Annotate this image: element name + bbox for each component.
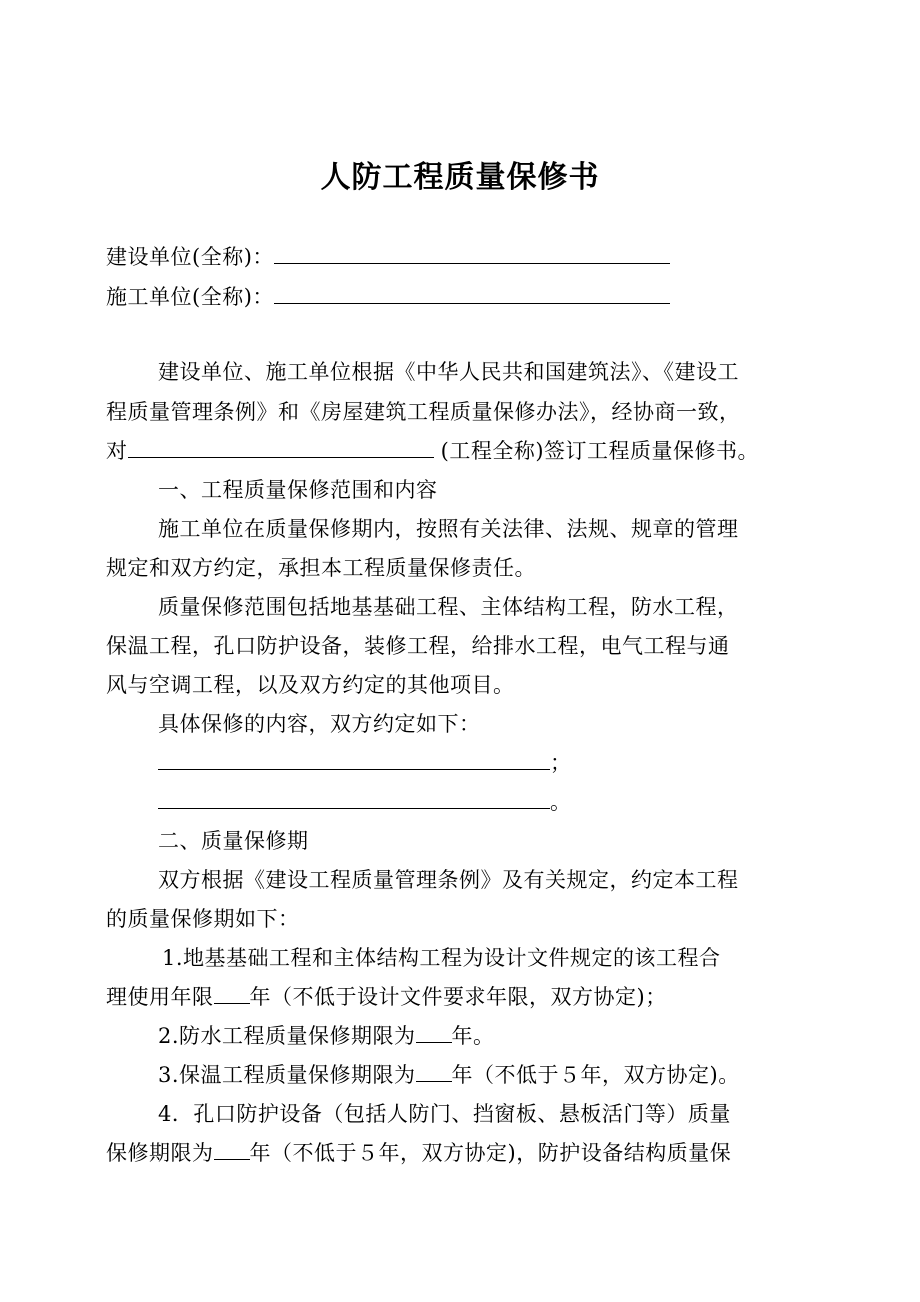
project-name-blank[interactable] [128,437,434,458]
section1-p2-line1: 质量保修范围包括地基基础工程、主体结构工程，防水工程， [158,595,739,619]
section1-p3: 具体保修的内容，双方约定如下： [158,712,481,736]
section2-heading: 二、质量保修期 [158,829,309,853]
section1-p2-line3: 风与空调工程，以及双方约定的其他项目。 [106,673,515,697]
intro-line-1: 建设单位、施工单位根据《中华人民共和国建筑法》、《建设工 [158,360,739,384]
item4-text-b: 年（不低于５年，双方协定)，防护设备结构质量保 [249,1141,732,1165]
content-blank-row-1 [158,748,572,778]
item3-text-a: 3.保温工程质量保修期限为 [158,1063,416,1087]
owner-name-blank[interactable] [274,243,670,264]
owner-label: 建设单位(全称)： [106,245,274,269]
section2-p1-line2: 的质量保修期如下： [106,907,300,931]
item2-text-a: 2.防水工程质量保修期限为 [158,1024,416,1048]
item2-text-b: 年。 [451,1024,495,1048]
section1-p2-line2: 保温工程，孔口防护设备，装修工程，给排水工程，电气工程与通 [106,634,730,658]
section2-p1-line1: 双方根据《建设工程质量管理条例》及有关规定，约定本工程 [158,868,739,892]
item3-line [158,1060,740,1090]
content-blank-2[interactable] [158,788,550,809]
item4-line2 [106,1138,731,1168]
item1-line1: 1.地基基础工程和主体结构工程为设计文件规定的该工程合 [162,946,721,970]
item1-years-blank[interactable] [214,983,250,1004]
section1-p1-line1: 施工单位在质量保修期内，按照有关法律、法规、规章的管理 [158,517,739,541]
owner-field-row [106,242,670,272]
item3-years-blank[interactable] [416,1061,452,1082]
blank2-end: 。 [550,790,572,814]
section1-p1-line2: 规定和双方约定，承担本工程质量保修责任。 [106,556,536,580]
blank1-end: ； [550,751,572,775]
intro-line-3 [106,436,759,466]
item2-years-blank[interactable] [416,1022,452,1043]
item4-line1: 4．孔口防护设备（包括人防门、挡窗板、悬板活门等）质量 [158,1102,731,1126]
item1-text-b: 年（不低于设计文件要求年限，双方协定)； [249,985,667,1009]
intro-prefix: 对 [106,439,128,463]
contractor-label: 施工单位(全称)： [106,285,274,309]
item1-text-a: 理使用年限 [106,985,214,1009]
item3-text-b: 年（不低于５年，双方协定)。 [451,1063,740,1087]
content-blank-1[interactable] [158,749,550,770]
intro-line-2: 程质量管理条例》和《房屋建筑工程质量保修办法》，经协商一致， [106,400,741,424]
item4-years-blank[interactable] [214,1139,250,1160]
contractor-field-row [106,282,670,312]
document-title: 人防工程质量保修书 [320,160,600,195]
contractor-name-blank[interactable] [274,283,670,304]
item1-line2 [106,982,667,1012]
section1-heading: 一、工程质量保修范围和内容 [158,478,438,502]
content-blank-row-2 [158,787,572,817]
intro-suffix: (工程全称)签订工程质量保修书。 [433,439,760,463]
item4-text-a: 保修期限为 [106,1141,214,1165]
item2-line [158,1021,495,1051]
